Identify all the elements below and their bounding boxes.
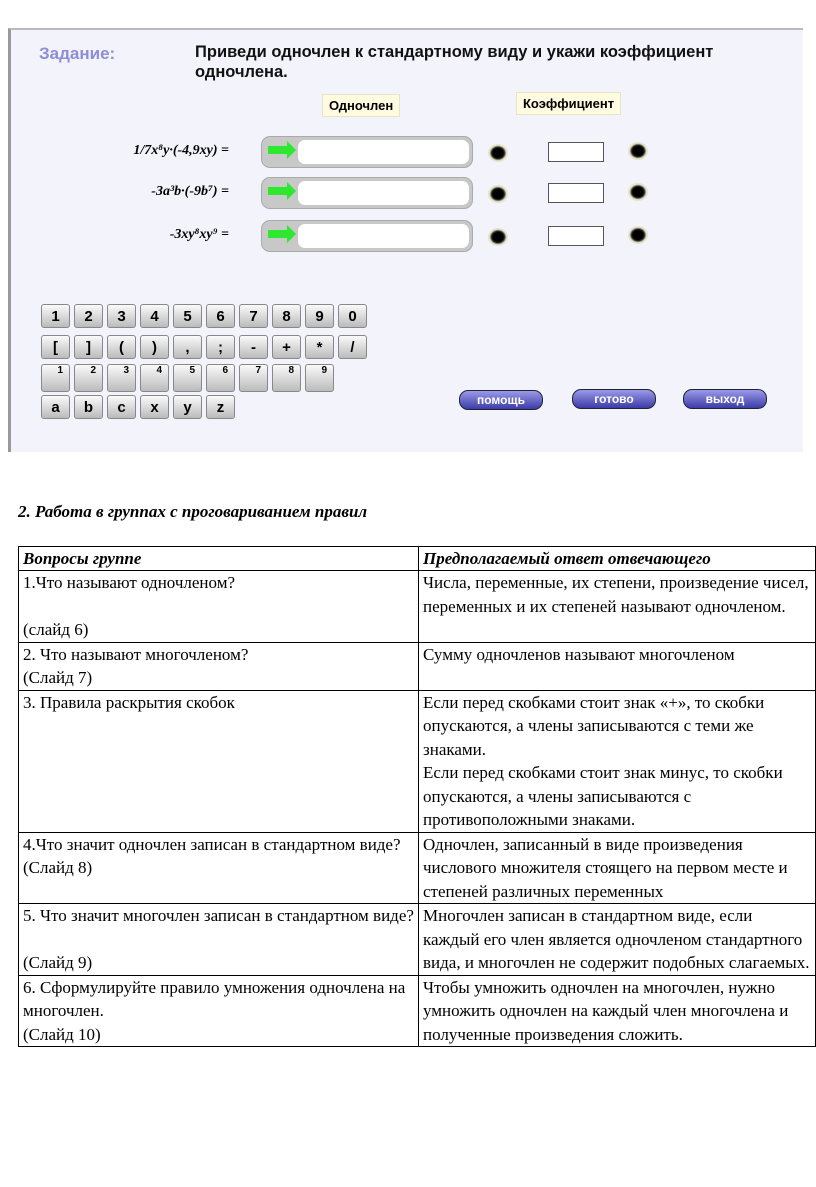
- answer-cell: Числа, переменные, их степени, произведение чисел, переменных и их степеней называют одночленом.: [419, 571, 816, 643]
- questions-table: [18, 546, 816, 1047]
- key-keys_digits[interactable]: 4: [140, 304, 169, 328]
- question-cell: 1.Что называют одночленом? (слайд 6): [19, 571, 419, 643]
- exercise-screenshot: [8, 28, 803, 452]
- key-keys_symbols[interactable]: ]: [74, 335, 103, 359]
- question-cell: 5. Что значит многочлен записан в стандартном виде? (Слайд 9): [19, 904, 419, 976]
- expression: -3xy⁸xy⁹ =: [169, 227, 229, 242]
- key-keys_digits[interactable]: 7: [239, 304, 268, 328]
- monomial-input[interactable]: [261, 220, 473, 252]
- section-title: 2. Работа в группах с проговариванием правил: [18, 502, 368, 521]
- key-keys_symbols[interactable]: *: [305, 335, 334, 359]
- key-keys_powers[interactable]: 2: [74, 364, 103, 392]
- task-text: Приведи одночлен к стандартному виду и укажи коэффициент одночлена.: [195, 43, 714, 81]
- check-button[interactable]: [488, 144, 508, 162]
- key-keys_symbols[interactable]: -: [239, 335, 268, 359]
- key-keys_powers[interactable]: 5: [173, 364, 202, 392]
- key-keys_symbols[interactable]: /: [338, 335, 367, 359]
- key-keys_digits[interactable]: 6: [206, 304, 235, 328]
- check-button[interactable]: [628, 183, 648, 201]
- done-button[interactable]: готово: [572, 389, 656, 409]
- table-row: [19, 571, 816, 643]
- table-row: [19, 975, 816, 1047]
- key-keys_digits[interactable]: 3: [107, 304, 136, 328]
- key-keys_letters[interactable]: x: [140, 395, 169, 419]
- answer-cell: Многочлен записан в стандартном виде, если каждый его член является одночленом стандартного вида, и многочлен не содержит подобных слагаемых.: [419, 904, 816, 976]
- key-keys_digits[interactable]: 2: [74, 304, 103, 328]
- help-button[interactable]: помощь: [459, 390, 543, 410]
- key-keys_digits[interactable]: 1: [41, 304, 70, 328]
- table-row: [19, 832, 816, 904]
- key-keys_symbols[interactable]: [: [41, 335, 70, 359]
- question-cell: 2. Что называют многочленом? (Слайд 7): [19, 642, 419, 690]
- key-keys_powers[interactable]: 8: [272, 364, 301, 392]
- key-keys_letters[interactable]: y: [173, 395, 202, 419]
- monomial-input[interactable]: [261, 177, 473, 209]
- check-button[interactable]: [628, 226, 648, 244]
- key-keys_letters[interactable]: a: [41, 395, 70, 419]
- arrow-icon: [268, 187, 288, 195]
- check-button[interactable]: [628, 142, 648, 160]
- coefficient-input[interactable]: [548, 226, 604, 246]
- monomial-header: Одночлен: [322, 94, 400, 117]
- check-button[interactable]: [488, 185, 508, 203]
- coefficient-header: Коэффициент: [516, 92, 621, 115]
- question-cell: 6. Сформулируйте правило умножения одночлена на многочлен. (Слайд 10): [19, 975, 419, 1047]
- check-button[interactable]: [488, 228, 508, 246]
- table-row: [19, 642, 816, 690]
- key-keys_powers[interactable]: 4: [140, 364, 169, 392]
- expression: -3a³b·(-9b⁷) =: [151, 184, 229, 199]
- question-cell: 4.Что значит одночлен записан в стандартном виде? (Слайд 8): [19, 832, 419, 904]
- coefficient-input[interactable]: [548, 183, 604, 203]
- key-keys_symbols[interactable]: ;: [206, 335, 235, 359]
- key-keys_symbols[interactable]: (: [107, 335, 136, 359]
- arrow-icon: [268, 146, 288, 154]
- key-keys_powers[interactable]: 9: [305, 364, 334, 392]
- key-keys_powers[interactable]: 3: [107, 364, 136, 392]
- key-keys_symbols[interactable]: ): [140, 335, 169, 359]
- coefficient-input[interactable]: [548, 142, 604, 162]
- key-keys_digits[interactable]: 9: [305, 304, 334, 328]
- answer-cell: Одночлен, записанный в виде произведения числового множителя стоящего на первом месте и степеней различных переменных: [419, 832, 816, 904]
- key-keys_letters[interactable]: c: [107, 395, 136, 419]
- expression: 1/7x⁸y·(-4,9xy) =: [133, 143, 229, 158]
- key-keys_powers[interactable]: 1: [41, 364, 70, 392]
- key-keys_powers[interactable]: 6: [206, 364, 235, 392]
- key-keys_letters[interactable]: b: [74, 395, 103, 419]
- key-keys_powers[interactable]: 7: [239, 364, 268, 392]
- arrow-icon: [268, 230, 288, 238]
- question-cell: 3. Правила раскрытия скобок: [19, 690, 419, 832]
- exit-button[interactable]: выход: [683, 389, 767, 409]
- key-keys_letters[interactable]: z: [206, 395, 235, 419]
- key-keys_digits[interactable]: 0: [338, 304, 367, 328]
- key-keys_symbols[interactable]: ,: [173, 335, 202, 359]
- table-row: [19, 904, 816, 976]
- header-questions: Вопросы группе: [19, 547, 419, 571]
- answer-cell: Если перед скобками стоит знак «+», то скобки опускаются, а члены записываются с теми же знаками. Если перед скобками стоит знак минус, то скобки опускаются, а члены записываются с противоположными знаками.: [419, 690, 816, 832]
- key-keys_symbols[interactable]: +: [272, 335, 301, 359]
- task-label: Задание:: [39, 44, 116, 63]
- header-answers: Предполагаемый ответ отвечающего: [419, 547, 816, 571]
- table-row: [19, 690, 816, 832]
- monomial-input[interactable]: [261, 136, 473, 168]
- answer-cell: Чтобы умножить одночлен на многочлен, нужно умножить одночлен на каждый член многочлена и полученные произведения сложить.: [419, 975, 816, 1047]
- key-keys_digits[interactable]: 8: [272, 304, 301, 328]
- answer-cell: Сумму одночленов называют многочленом: [419, 642, 816, 690]
- key-keys_digits[interactable]: 5: [173, 304, 202, 328]
